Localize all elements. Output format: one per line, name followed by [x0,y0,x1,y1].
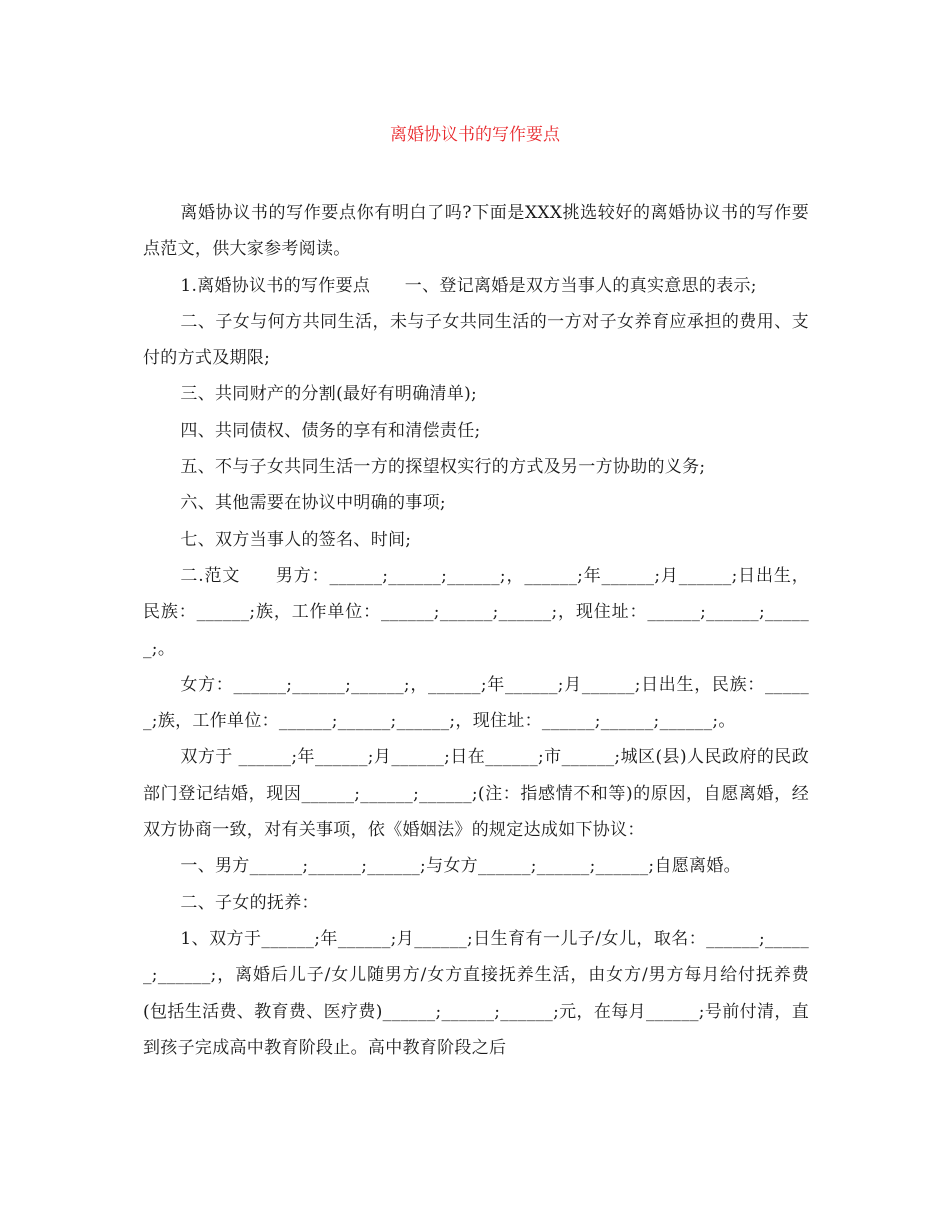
paragraph-clause-2-heading: 二、子女的抚养： [180,892,319,913]
paragraph-point-4: 四、共同债权、债务的享有和清偿责任; [180,420,481,441]
paragraph-section-1: 1.离婚协议书的写作要点 一、登记离婚是双方当事人的真实意思的表示; [180,275,757,296]
paragraph-point-7: 七、双方当事人的签名、时间; [180,529,412,550]
paragraph-intro: 离婚协议书的写作要点你有明白了吗?下面是XXX挑选较好的离婚协议书的写作要点范文，供大家参考阅读。 [143,203,809,260]
document-title: 离婚协议书的写作要点 [390,125,560,145]
paragraph-marriage-registration: 双方于 ______;年______;月______;日在______;市______;城区(县)人民政府的民政部门登记结婚，现因______;______;______;(注：指感情不和等)的原因，自愿离婚，经双方协商一致，对有关事项，依《婚姻法》的规定达成如下协议： [143,747,809,841]
paragraph-sample-female: 女方：______;______;______;，______;年______;月______;日出生，民族：______;族，工作单位：______;______;______;，现住址：______;______;______;。 [143,674,809,732]
paragraph-point-5: 五、不与子女共同生活一方的探望权实行的方式及另一方协助的义务; [180,457,706,478]
paragraph-clause-2-item-1: 1、双方于______;年______;月______;日生育有一儿子/女儿，取名：______;______;______;，离婚后儿子/女儿随男方/女方直接抚养生活，由女方/男方每月给付抚养费(包括生活费、教育费、医疗费)______;______;______;元，在每月______;号前付清，直到孩子完成高中教育阶段止。高中教育阶段之后 [143,928,809,1058]
paragraph-point-3: 三、共同财产的分割(最好有明确清单); [180,384,478,405]
paragraph-sample-male: 二.范文 男方：______;______;______;，______;年______;月______;日出生，民族：______;族，工作单位：______;______;______;，现住址：______;______;______;。 [143,565,809,659]
document-body [143,195,809,1066]
paragraph-point-6: 六、其他需要在协议中明确的事项; [180,493,446,514]
paragraph-point-2: 二、子女与何方共同生活，未与子女共同生活的一方对子女养育应承担的费用、支付的方式及期限; [143,311,809,369]
paragraph-clause-1: 一、男方______;______;______;与女方______;______;______;自愿离婚。 [180,856,741,877]
